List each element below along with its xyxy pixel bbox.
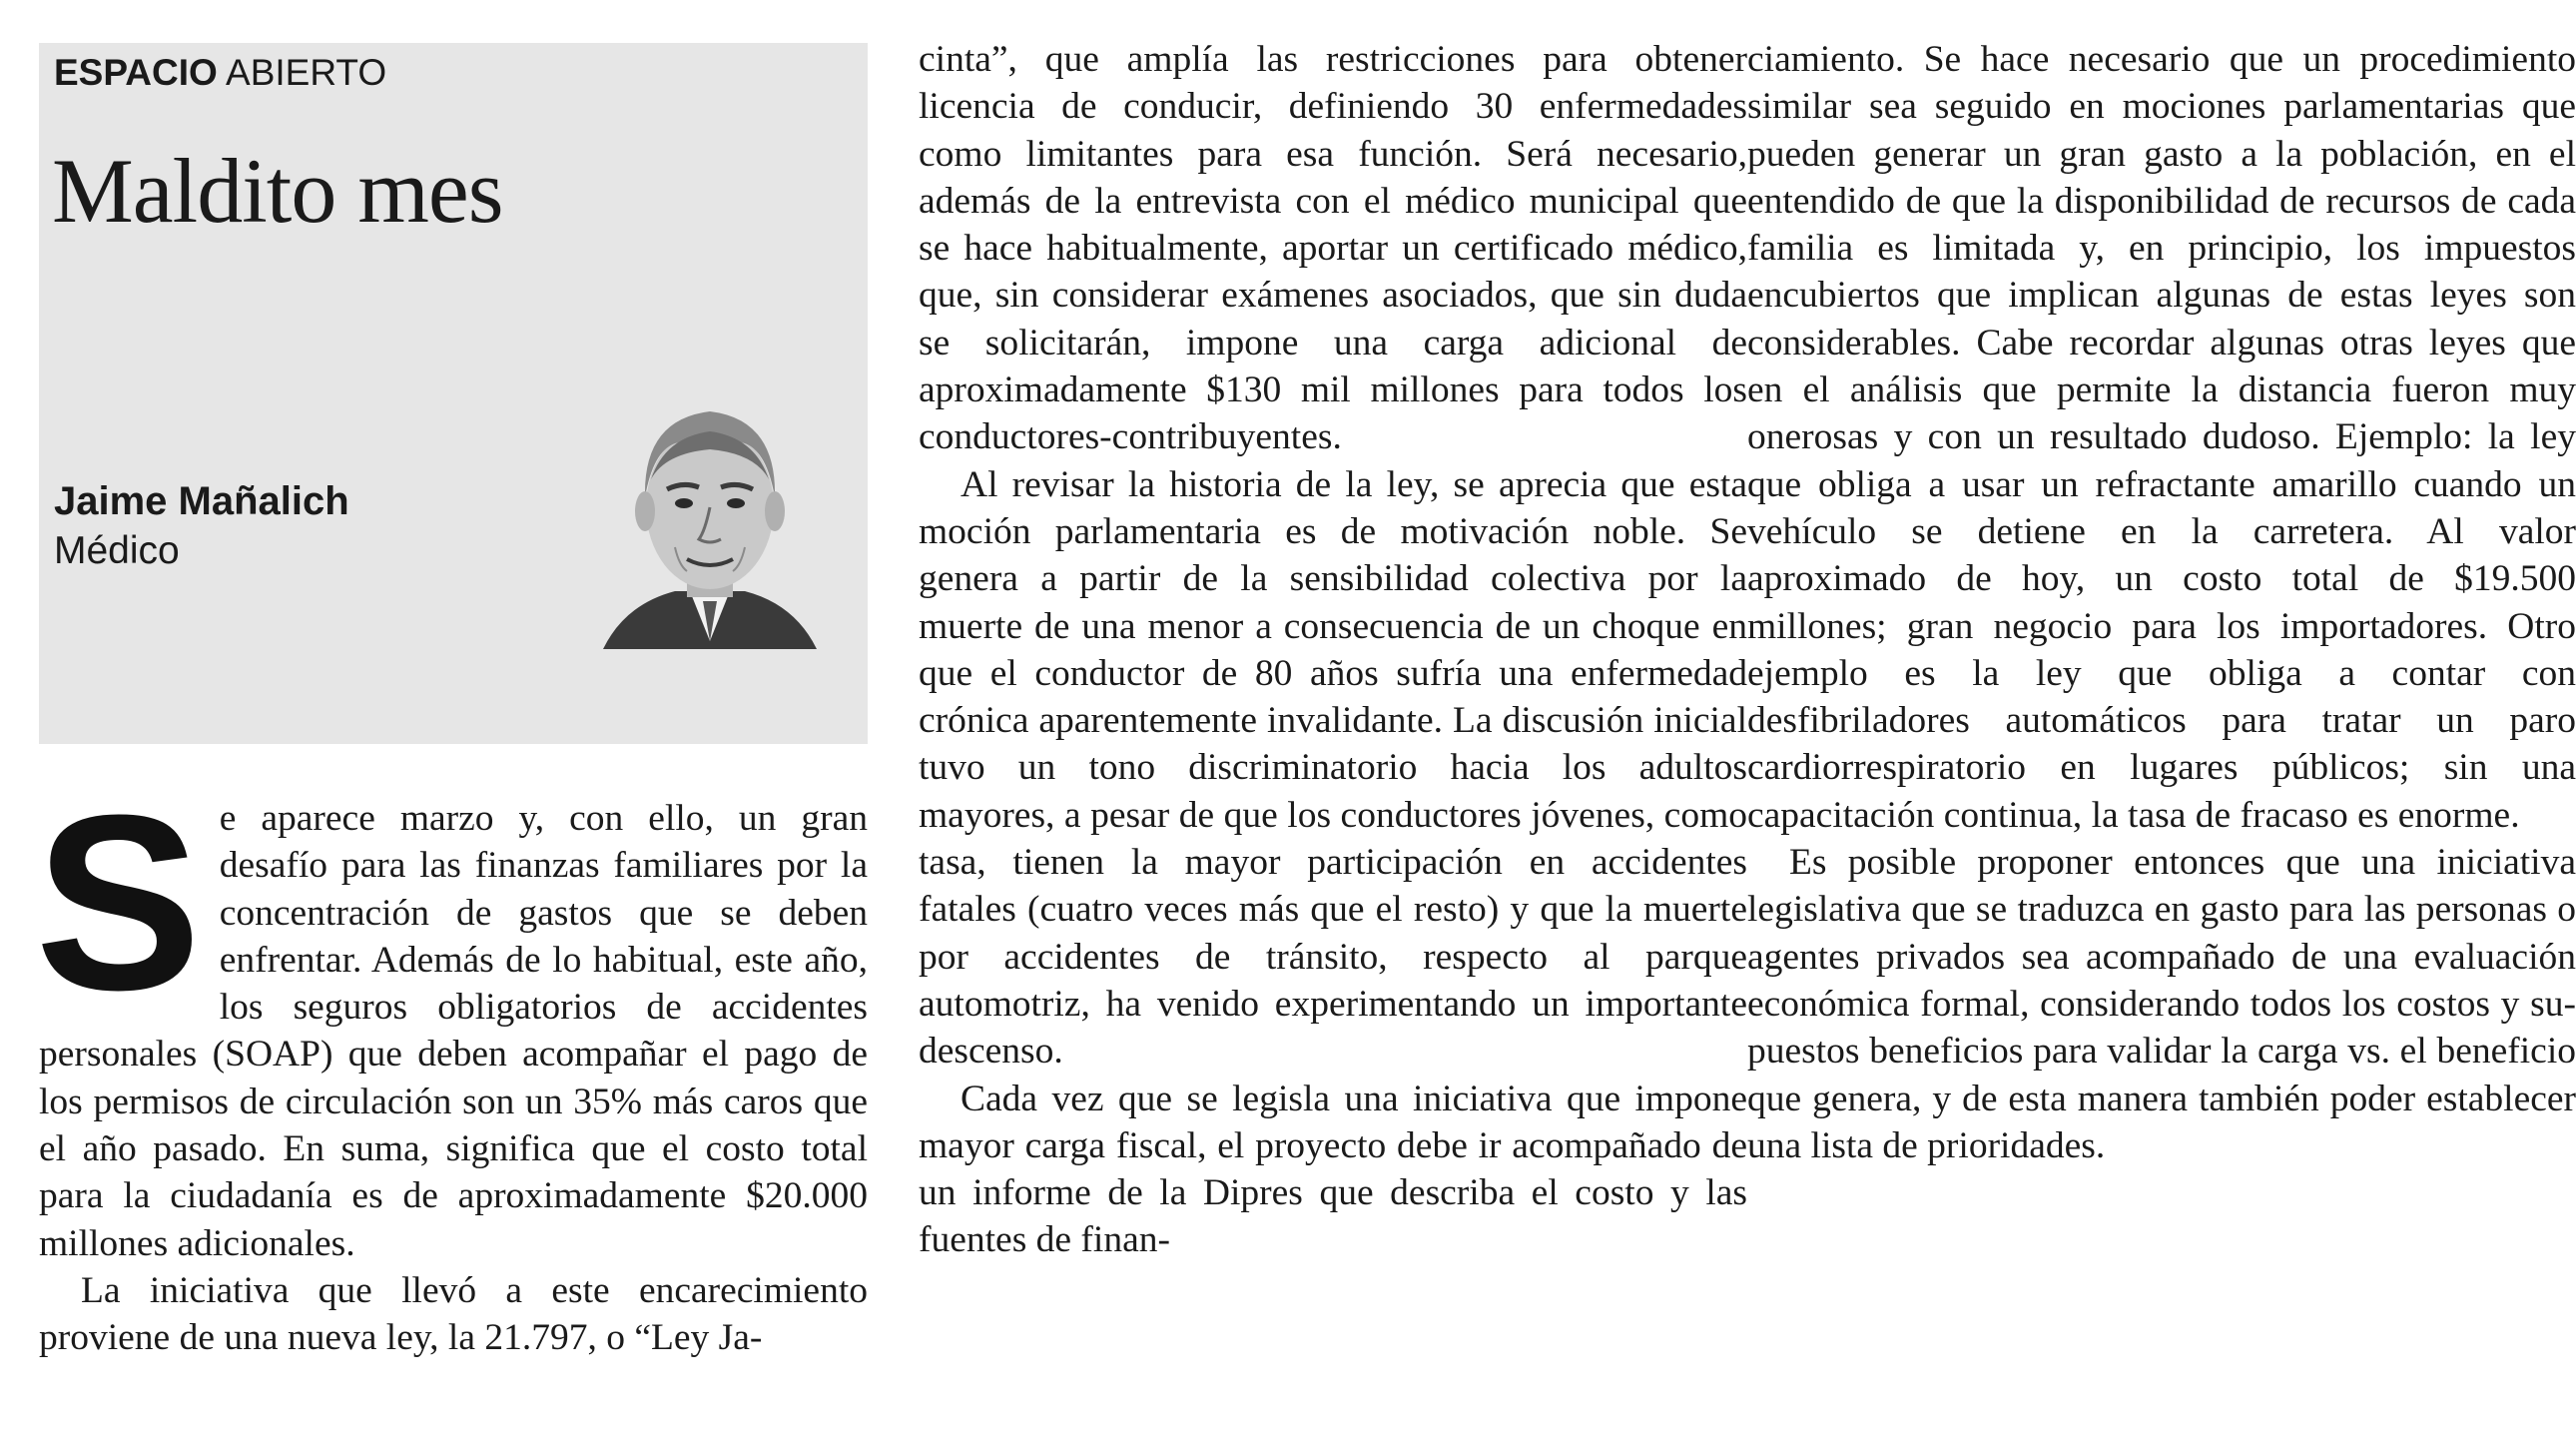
article-column-3 — [1747, 36, 2576, 1169]
article-paragraph: ciamiento. Se hace necesario que un procedimiento similar sea seguido en mociones parlamentarias que pueden generar un gran gasto a la población, en el entendido de que la disponibilidad de recursos de cada familia es limitada y, en principio, los impuestos encubiertos que implican algunas de estas leyes son considerables. Cabe recordar algunas otras leyes que en el análisis que permite la distancia fueron muy onerosas y con un resultado dudoso. Ejemplo: la ley que obliga a usar un refractante amarillo cuando un vehículo se detiene en la carretera. Al valor aproximado de hoy, un costo total de $19.500 millones; gran negocio para los importadores. Otro ejemplo es la ley que obliga a contar con desfibriladores automáticos para tratar un paro cardiorrespiratorio en lugares públicos; sin una capacitación continua, la tasa de fracaso es enorme. — [1747, 39, 2576, 836]
article-paragraph: Al revisar la historia de la ley, se aprecia que esta moción parlamentaria es de motivación noble. Se genera a partir de la sensibilidad colectiva por la muerte de una menor a consecuencia de un choque en que el conductor de 80 años sufría una enfermedad crónica aparentemente invalidante. La discusión inicial tuvo un tono discriminatorio hacia los adultos mayores, a pesar de que los conductores jóvenes, como tasa, tienen la mayor participación en accidentes fatales (cuatro veces más que el resto) y que la muerte por accidentes de tránsito, respecto al parque automotriz, ha venido experimentando un importante descenso. — [919, 463, 1747, 1073]
author-name: Jaime Mañalich — [54, 479, 349, 523]
paragraph-text: e aparece marzo y, con ello, un gran desafío para las finanzas familiares por la concentración de gastos que se deben enfrentar. Además de lo habitual, este año, los seguros obligatorios de accidentes personales (SOAP) que deben acompañar el pago de los permisos de circulación son un 35% más caros que el año pasado. En suma, significa que el costo total para la ciudadanía es de aproximadamente $20.000 millones adicionales. — [39, 798, 868, 1264]
article-paragraph: Es posible proponer entonces que una iniciativa legislativa que se traduzca en gasto para las personas o agentes privados sea acompañado de una evaluación económica formal, considerando todos los costos y supuestos beneficios para validar la carga vs. el beneficio que genera, y de esta manera también poder establecer una lista de prioridades. — [1747, 842, 2576, 1166]
article-column-1 — [35, 763, 868, 1362]
drop-cap: S — [35, 763, 202, 1042]
article-column-2 — [919, 36, 1747, 1264]
author-portrait — [595, 379, 825, 654]
author-role: Médico — [54, 529, 180, 572]
article-paragraph — [35, 763, 868, 1267]
section-tag-bold: ESPACIO — [54, 52, 218, 93]
article-paragraph: cinta”, que amplía las restricciones para obtener licencia de conducir, definiendo 30 enfermedades como limitantes para esa función. Será necesario, además de la entrevista con el médico municipal que se hace habitualmente, aportar un certificado médico, que, sin considerar exámenes asociados, que sin duda se solicitarán, impone una carga adicional de aproximadamente $130 mil millones para todos los conductores-contribuyentes. — [919, 39, 1747, 458]
section-tag — [54, 52, 386, 94]
article-paragraph: La iniciativa que llevó a este encarecimiento proviene de una nueva ley, la 21.797, o “Ley Ja- — [39, 1269, 868, 1359]
article-paragraph: Cada vez que se legisla una iniciativa que impone mayor carga fiscal, el proyecto debe ir acompañado de un informe de la Dipres que describa el costo y las fuentes de finan- — [919, 1078, 1747, 1261]
section-tag-rest: ABIERTO — [226, 52, 387, 93]
headline: Maldito mes — [52, 140, 503, 242]
